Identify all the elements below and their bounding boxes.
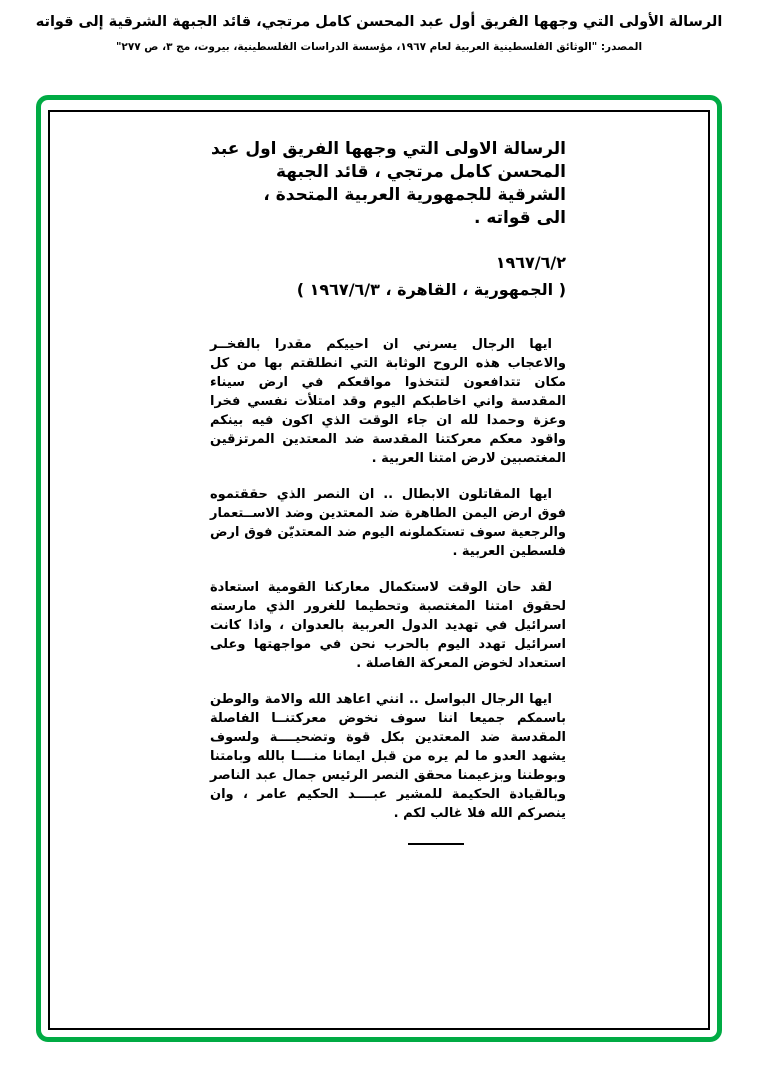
letter-date: ١٩٦٧/٦/٢ bbox=[495, 253, 566, 272]
scanned-letter-page bbox=[48, 110, 710, 1030]
letter-title-line: الى قواته . bbox=[473, 208, 566, 228]
letter-title-line: المحسن كامل مرتجي ، قائد الجبهة bbox=[275, 162, 566, 182]
letter-publication-reference: ( الجمهورية ، القاهرة ، ١٩٦٧/٦/٣ ) bbox=[296, 280, 566, 299]
document-header bbox=[0, 14, 758, 53]
green-highlight-frame bbox=[36, 95, 722, 1042]
letter-paragraph: ايها الرجال البواسل .. انني اعاهد الله والامة والوطن باسمكم جميعا اننا سوف نخوض معركتنــا الفاصلة المقدسة ضد المعتدين بكل قوة وتضحيــــة ولسوف يشهد العدو ما لم يره من قبل ايمانا منــــا بالله وبامتنا وبوطننا وبزعيمنا محقق النصر الرئيس جمال عبد الناصر وبالقيادة الحكيمة للمشير عبــــد الحكيم عامر ، وان ينصركم الله فلا غالب لكم . bbox=[210, 692, 566, 821]
letter-paragraph: ايها الرجال يسرني ان احييكم مقدرا بالفخــر والاعجاب هذه الروح الوثابة التي انطلقتم بها من كل مكان تتدافعون لتتخذوا مواقعكم في ارض سيناء المقدسة واني اخاطبكم اليوم وقد امتلأت نفسي فخرا وعزة وحمدا لله ان جاء الوقت الذي اكون فيه بينكم واقود معكم معركتنا المقدسة ضد المعتدين المرتزقين المغتصبين لارض امتنا العربية . bbox=[210, 337, 566, 466]
letter-body bbox=[210, 335, 566, 823]
letter-content bbox=[210, 112, 566, 845]
letter-title-line: الشرقية للجمهورية العربية المتحدة ، bbox=[263, 185, 566, 205]
letter-title-line: الرسالة الاولى التي وجهها الفريق اول عبد bbox=[211, 139, 566, 159]
document-source-citation: المصدر: "الوثائق الفلسطينية العربية لعام ١٩٦٧، مؤسسة الدراسات الفلسطينية، بيروت، مج ٣، ص ٢٧٧" bbox=[115, 41, 643, 53]
signature-rule bbox=[408, 843, 464, 845]
document-header-title: الرسالة الأولى التي وجهها الفريق أول عبد المحسن كامل مرتجي، قائد الجبهة الشرقية إلى قواته bbox=[35, 14, 723, 30]
letter-title bbox=[210, 138, 566, 230]
letter-paragraph: ايها المقاتلون الابطال .. ان النصر الذي حققتموه فوق ارض اليمن الطاهرة ضد المعتدين وضد الاســتعمار والرجعية سوف تستكملونه اليوم ضد المعتديّن فوق ارض فلسطين العربية . bbox=[210, 487, 566, 559]
letter-paragraph: لقد حان الوقت لاستكمال معاركنا القومية استعادة لحقوق امتنا المغتصبة وتحطيما للغرور الذي مارسته اسرائيل في تهديد الدول العربية بالعدوان ، واذا كانت اسرائيل تهدد اليوم بالحرب نحن في مواجهتها وعلى استعداد لخوض المعركة الفاصلة . bbox=[210, 580, 566, 671]
